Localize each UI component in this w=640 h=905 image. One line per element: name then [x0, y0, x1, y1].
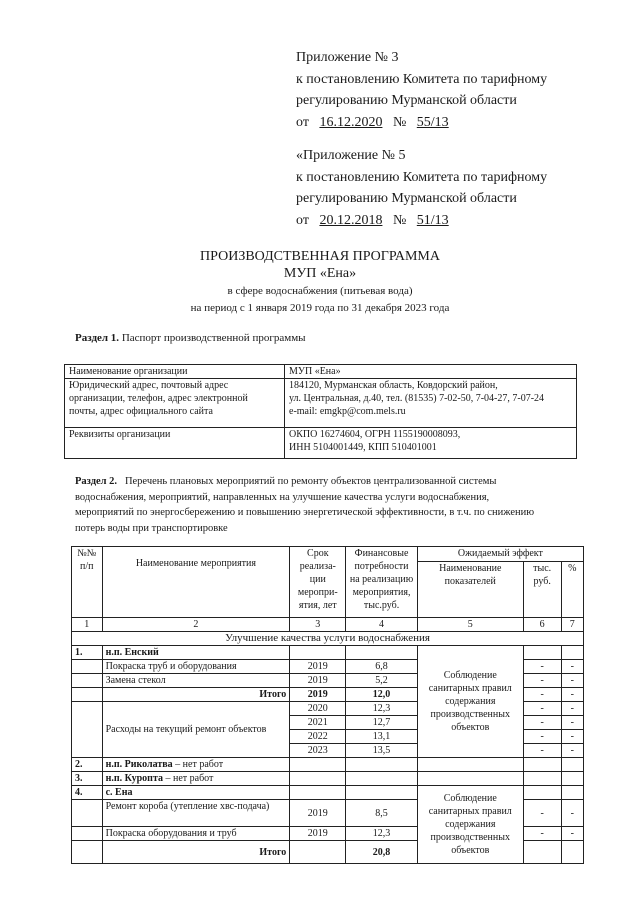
- table-number-row: 1 2 3 4 5 6 7: [72, 618, 584, 632]
- program-scope: в сфере водоснабжения (питьевая вода): [227, 285, 413, 297]
- appendix-3-title: Приложение № 3: [296, 50, 399, 65]
- table-group-row: Улучшение качества услуги водоснабжения: [72, 632, 584, 646]
- measures-table: [71, 546, 584, 864]
- appendix-3-date: 16.12.2020: [319, 114, 383, 130]
- table-row: 2021 12,7 - -: [72, 716, 584, 730]
- appendix-3-line2: к постановлению Комитета по тарифному: [296, 71, 548, 87]
- table-row: 1. н.п. Енский Соблюдение санитарных правил содержания производственных объектов: [72, 646, 584, 660]
- table-row: Реквизиты организации ОКПО 16274604, ОГРН 1155190008093, ИНН 5104001449, КПП 510401001: [65, 428, 577, 459]
- appendix-5-line3: регулированию Мурманской области: [296, 191, 517, 206]
- program-title: ПРОИЗВОДСТВЕННАЯ ПРОГРАММА: [200, 249, 440, 264]
- appendix-5-line2: к постановлению Комитета по тарифному: [296, 169, 548, 185]
- appendix-5-block: [296, 145, 596, 231]
- effect-text-1: Соблюдение санитарных правил содержания производственных объектов: [417, 646, 523, 758]
- passport-table: [64, 364, 577, 459]
- table-row: Наименование организации МУП «Ена»: [65, 365, 577, 379]
- section-2-text: Раздел 2. Перечень плановых мероприятий по ремонту объектов централизованной системы водоснабжения, мероприятий, направленных на улучшение качества услуги водоснабжения, мероприятий по энергосбережению и повышению энергетической эффективности, в т.ч. по снижению потерь воды при транспортировке: [75, 476, 535, 534]
- appendix-3-date-line: от 16.12.2020 № 55/13: [296, 114, 449, 130]
- table-total-row: Итого 2019 12,0 - -: [72, 688, 584, 702]
- organization-title: МУП «Ена»: [283, 266, 357, 281]
- table-row: 2. н.п. Риколатва – нет работ: [72, 758, 584, 772]
- appendix-3-line3: регулированию Мурманской области: [296, 93, 517, 108]
- table-row: Покраска труб и оборудования 2019 6,8 - -: [72, 660, 584, 674]
- appendix-3-number: 55/13: [416, 114, 449, 130]
- table-row: Расходы на текущий ремонт объектов 2020 12,3 - -: [72, 702, 584, 716]
- table-total-row: Итого 20,8: [72, 841, 584, 864]
- appendix-5-date-line: от 20.12.2018 № 51/13: [296, 212, 449, 228]
- table-row: Покраска оборудования и труб 2019 12,3 - -: [72, 827, 584, 841]
- program-period: на период с 1 января 2019 года по 31 декабря 2023 года: [190, 302, 450, 314]
- appendix-5-date: 20.12.2018: [319, 212, 383, 228]
- appendix-5-title: «Приложение № 5: [296, 148, 406, 163]
- appendix-3-block: [296, 47, 596, 133]
- table-row: 2023 13,5 - -: [72, 744, 584, 758]
- table-row: Замена стекол 2019 5,2 - -: [72, 674, 584, 688]
- table-row: Ремонт короба (утепление хвс-подача) 2019 8,5 - -: [72, 800, 584, 827]
- table-row: Юридический адрес, почтовый адрес организации, телефон, адрес электронной почты, адрес официального сайта 184120, Мурманская область, Ковдорский район, ул. Центральная, д.40, тел. (81535) 7-02-50, 7-04-27, 7-07-24 e-mail: emgkp@com.mels.ru: [65, 379, 577, 428]
- table-header-row: Наименование показателей тыс. руб. %: [72, 562, 584, 618]
- table-row: 3. н.п. Куропта – нет работ: [72, 772, 584, 786]
- table-row: 2022 13,1 - -: [72, 730, 584, 744]
- section-1-heading: Раздел 1. Паспорт производственной программы: [75, 332, 306, 344]
- effect-text-2: Соблюдение санитарных правил содержания производственных объектов: [417, 786, 523, 864]
- table-row: 4. с. Ена Соблюдение санитарных правил содержания производственных объектов: [72, 786, 584, 800]
- appendix-5-number: 51/13: [416, 212, 449, 228]
- table-header-row: №№ п/п Наименование мероприятия Срок реализа-ции меропри-ятия, лет Финансовые потребности на реализацию мероприятия, тыс.руб. Ожидаемый эффект: [72, 547, 584, 562]
